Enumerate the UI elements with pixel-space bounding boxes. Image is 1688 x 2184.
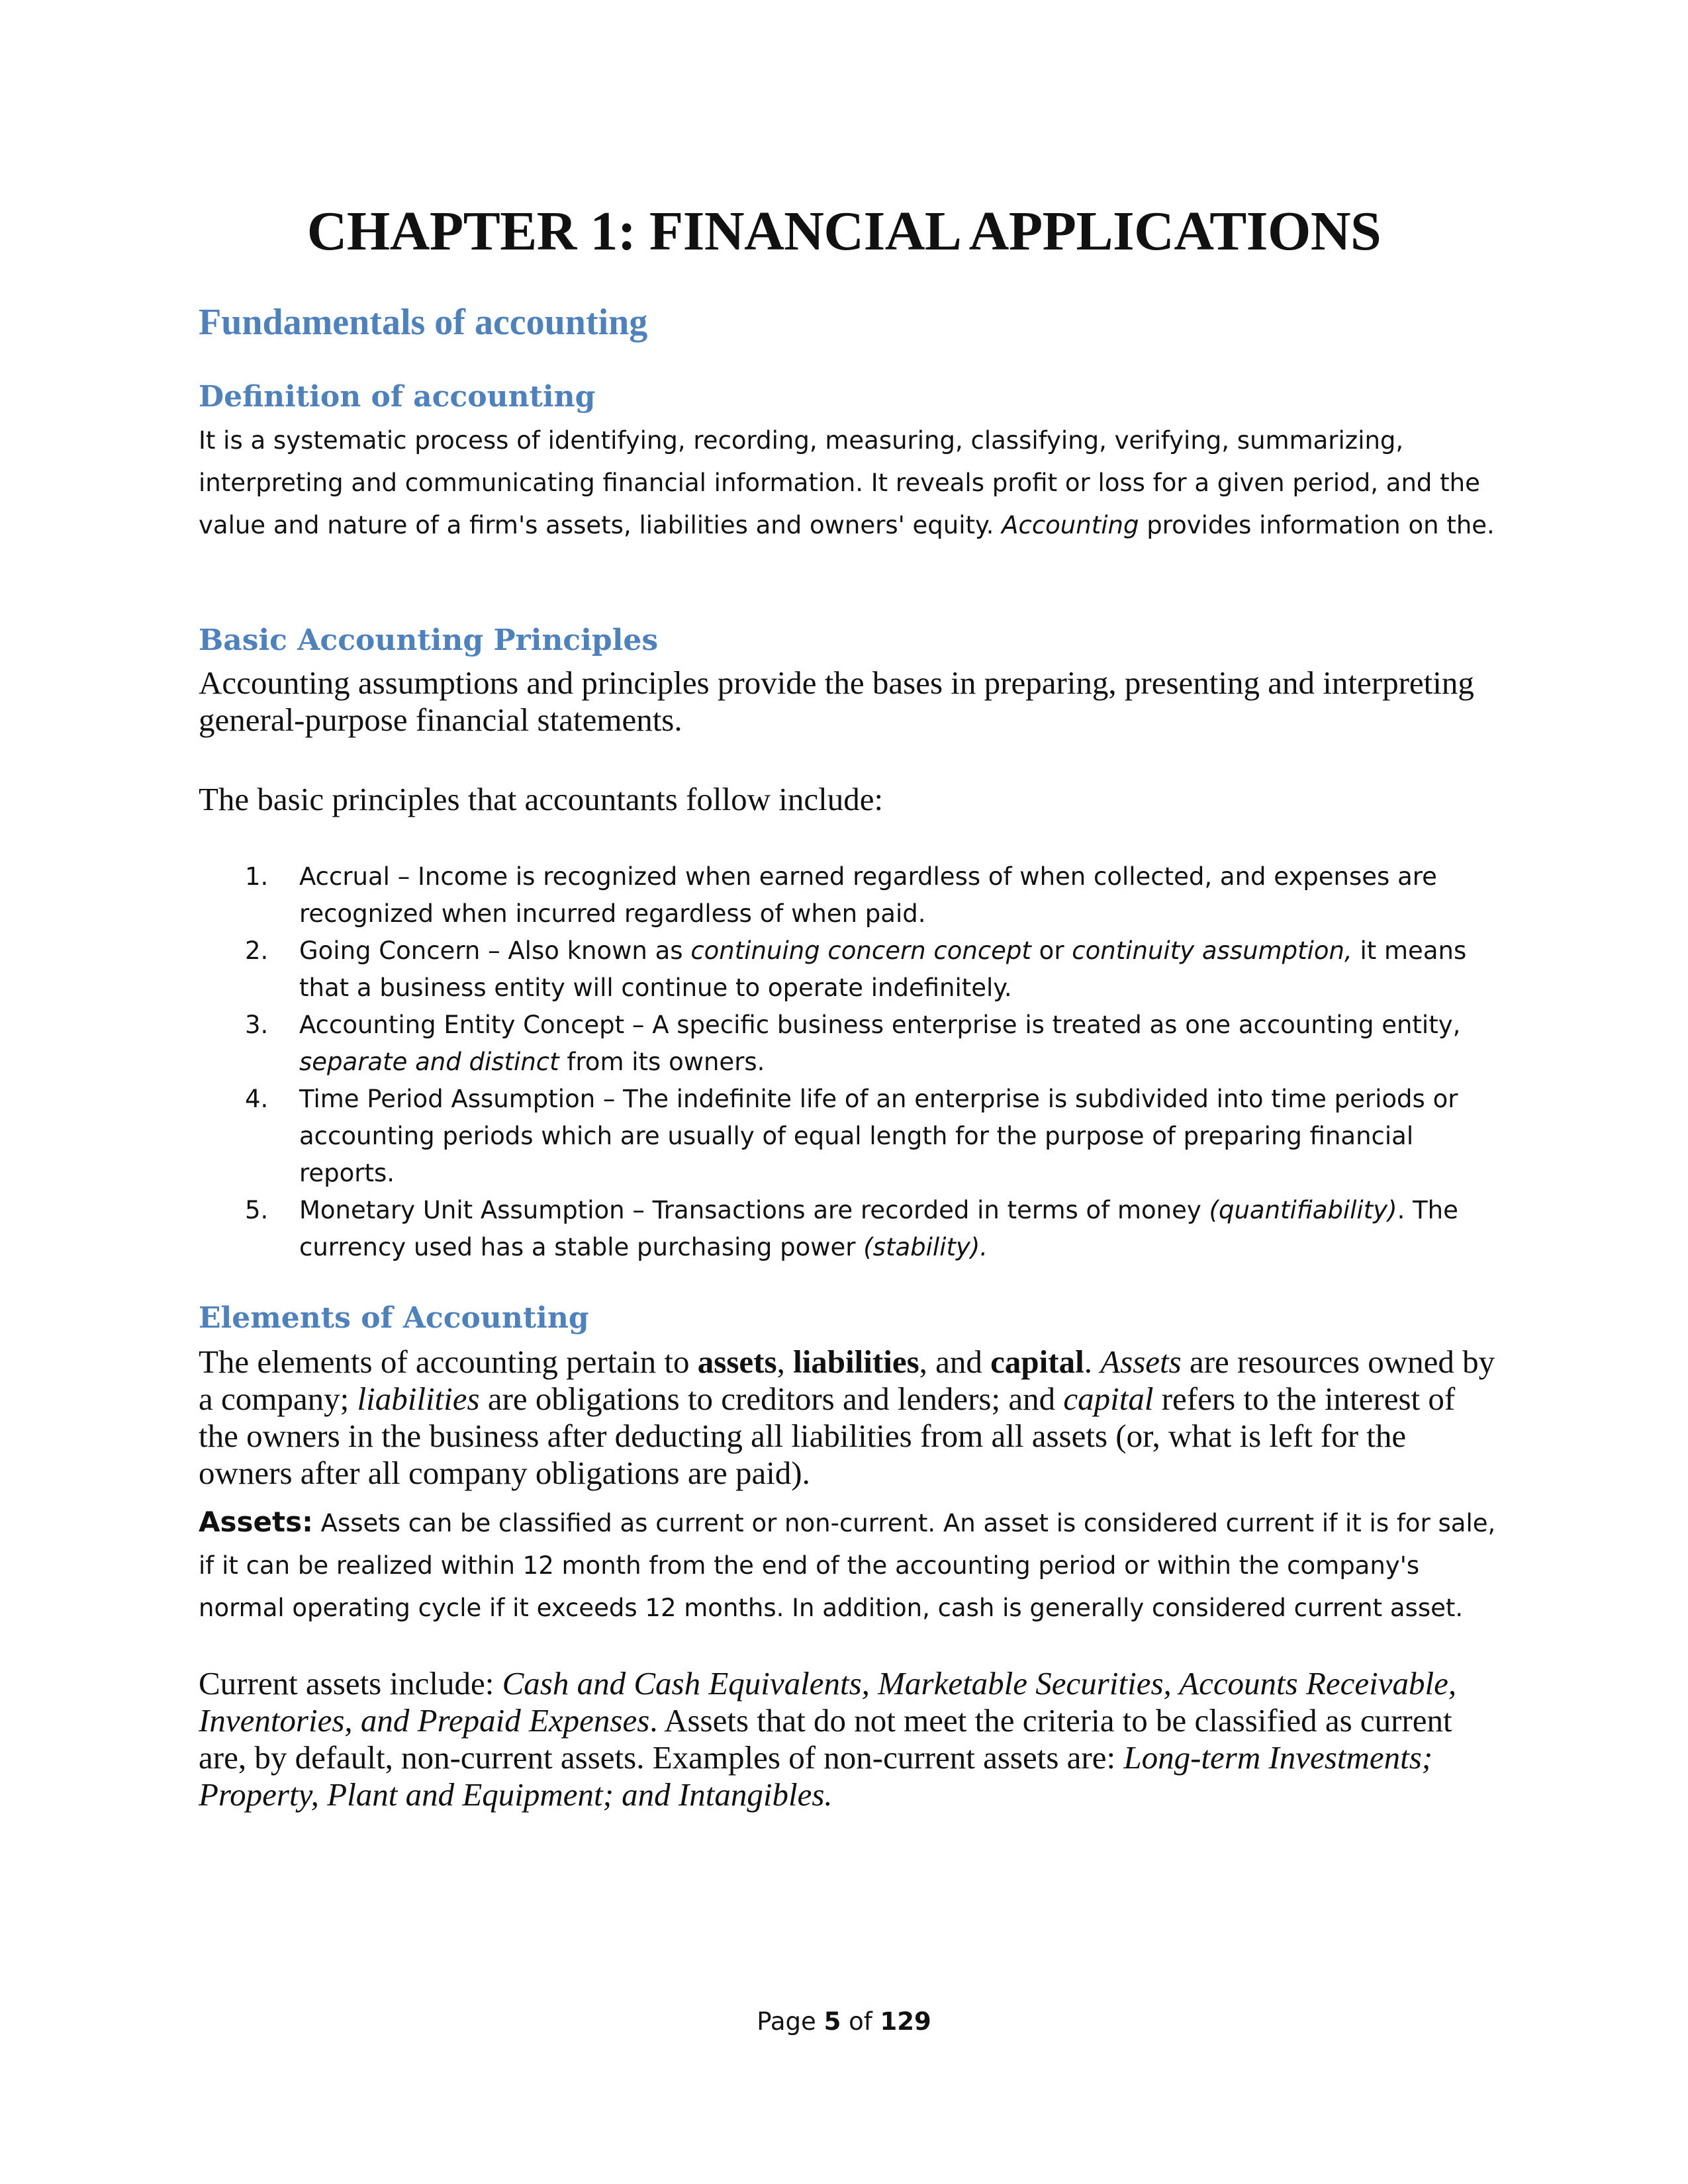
principles-heading: Basic Accounting Principles (199, 623, 659, 657)
list-item: 3. Accounting Entity Concept – A specific business enterprise is treated as one accounting entity, separate and distinct from its owners. (245, 1011, 1461, 1076)
list-item: 5. Monetary Unit Assumption – Transactions are recorded in terms of money (quantifiability). The currency used has a stable purchasing power (stability). (245, 1196, 1458, 1261)
principles-list (245, 858, 1476, 1266)
chapter-title: CHAPTER 1: FINANCIAL APPLICATIONS (306, 201, 1382, 262)
principles-lead: The basic principles that accountants follow include: (199, 781, 884, 817)
elements-heading: Elements of Accounting (199, 1301, 589, 1335)
definition-heading: Definition of accounting (199, 380, 596, 414)
current-assets-paragraph: Current assets include: Cash and Cash Equivalents, Marketable Securities, Accounts Receivable, Inventories, and Prepaid Expenses. Assets that do not meet the criteria to be classified as current are, by default, non-current assets. Examples of non-current assets are: Long-term Investments; Property, Plant and Equipment; and Intangibles. (199, 1665, 1457, 1813)
definition-paragraph: It is a systematic process of identifying, recording, measuring, classifying, verifying, summarizing, interpreting and communicating financial information. It reveals profit or loss for a given period, and the value and nature of a firm's assets, liabilities and owners' equity. Accounting provides information on the. (199, 426, 1495, 539)
list-item: 1. Accrual – Income is recognized when earned regardless of when collected, and expenses are recognized when incurred regardless of when paid. (245, 862, 1437, 928)
list-item: 4. Time Period Assumption – The indefinite life of an enterprise is subdivided into time periods or accounting periods which are usually of equal length for the purpose of preparing financial reports. (245, 1085, 1458, 1187)
elements-paragraph: The elements of accounting pertain to assets, liabilities, and capital. Assets are resources owned by a company; liabilities are obligations to creditors and lenders; and capital refers to the interest of the owners in the business after deducting all liabilities from all assets (or, what is left for the owners after all company obligations are paid). (199, 1343, 1495, 1491)
assets-label: Assets: (199, 1506, 313, 1538)
principles-intro: Accounting assumptions and principles provide the bases in preparing, presenting and interpreting general-purpose financial statements. (199, 664, 1474, 738)
section-title: Fundamentals of accounting (199, 302, 648, 343)
assets-paragraph: Assets: Assets can be classified as current or non-current. An asset is considered current if it is for sale, if it can be realized within 12 month from the end of the accounting period or within the company's normal operating cycle if it exceeds 12 months. In addition, cash is generally considered current asset. (199, 1506, 1496, 1622)
list-item: 2. Going Concern – Also known as continuing concern concept or continuity assumption, it means that a business entity will continue to operate indefinitely. (245, 936, 1467, 1002)
page-number: Page 5 of 129 (757, 2007, 931, 2036)
